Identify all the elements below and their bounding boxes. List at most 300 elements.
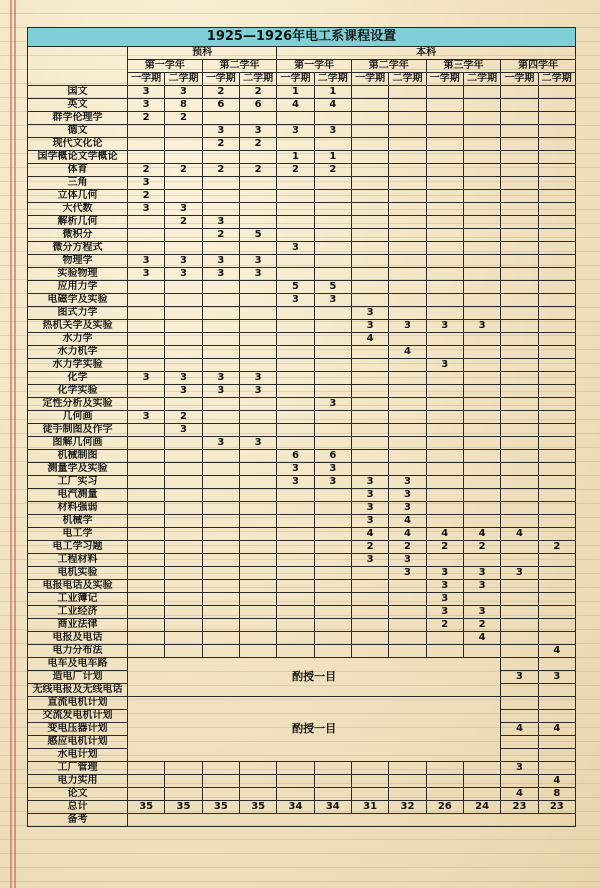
hours-cell [538,125,575,138]
course-name: 电机实验 [28,567,128,580]
hours-cell [128,788,165,801]
hours-cell [538,450,575,463]
hours-cell [314,541,351,554]
hours-cell: 3 [538,671,575,684]
hours-cell [463,86,500,99]
hours-cell [538,268,575,281]
hours-cell [277,632,314,645]
hours-cell: 3 [426,359,463,372]
hours-cell: 3 [128,268,165,281]
hours-cell [239,476,276,489]
hours-cell [463,645,500,658]
table-row [28,151,576,164]
hours-cell [463,554,500,567]
table-row [28,788,576,801]
hours-cell [351,762,388,775]
hours-cell [426,554,463,567]
hours-cell [501,736,538,749]
hours-cell [202,398,239,411]
hours-cell [277,515,314,528]
hours-cell [314,320,351,333]
hours-cell [351,788,388,801]
hours-cell: 2 [538,541,575,554]
hours-cell [239,151,276,164]
hours-cell [128,762,165,775]
hours-cell [128,528,165,541]
hours-cell [314,554,351,567]
hours-cell [314,528,351,541]
table-row [28,229,576,242]
hours-cell [426,424,463,437]
hours-cell [202,190,239,203]
hours-cell: 3 [351,554,388,567]
hours-cell [463,268,500,281]
hours-cell [463,593,500,606]
hours-cell [463,112,500,125]
hours-cell [501,710,538,723]
hours-cell: 3 [351,515,388,528]
hours-cell [277,177,314,190]
hours-cell: 3 [239,372,276,385]
hours-cell: 5 [277,281,314,294]
hours-cell [351,372,388,385]
course-name: 水力学 [28,333,128,346]
hours-cell [501,268,538,281]
hours-cell [463,281,500,294]
hours-cell [128,554,165,567]
hours-cell: 4 [389,515,426,528]
table-row [28,606,576,619]
table-row [28,476,576,489]
hours-cell [277,138,314,151]
hours-cell [202,541,239,554]
hours-cell: 3 [128,99,165,112]
hours-cell [538,632,575,645]
hours-cell: 26 [426,801,463,814]
hours-cell [314,385,351,398]
course-name: 电报及电话 [28,632,128,645]
hours-cell [165,242,202,255]
hours-cell: 3 [239,125,276,138]
hours-cell [202,411,239,424]
hours-cell [165,307,202,320]
hours-cell [239,775,276,788]
course-name: 电力分布法 [28,645,128,658]
hours-cell: 4 [538,645,575,658]
hours-cell [426,476,463,489]
hours-cell: 3 [239,268,276,281]
hours-cell: 3 [165,385,202,398]
hours-cell: 3 [426,567,463,580]
hours-cell [389,411,426,424]
hours-cell: 3 [351,489,388,502]
hours-cell [426,242,463,255]
hours-cell [314,242,351,255]
course-name: 国文 [28,86,128,99]
course-name: 论文 [28,788,128,801]
hours-cell: 3 [314,476,351,489]
hours-cell [128,307,165,320]
hours-cell [202,424,239,437]
hours-cell [389,255,426,268]
hours-cell [277,190,314,203]
hours-cell [389,281,426,294]
table-row [28,190,576,203]
table-row [28,255,576,268]
hours-cell [501,294,538,307]
hours-cell [389,463,426,476]
hours-cell [128,216,165,229]
hours-cell: 4 [501,528,538,541]
hours-cell [165,463,202,476]
hours-cell [202,294,239,307]
hours-cell: 31 [351,801,388,814]
hours-cell [239,294,276,307]
hours-cell [351,268,388,281]
hours-cell: 2 [128,164,165,177]
course-name: 微积分 [28,229,128,242]
hours-cell [202,489,239,502]
hours-cell [501,489,538,502]
hours-cell [128,645,165,658]
table-row [28,775,576,788]
hours-cell [426,268,463,281]
hours-cell [463,229,500,242]
group-header-benke: 本科 [277,47,576,60]
hours-cell [538,762,575,775]
hours-cell: 3 [314,398,351,411]
hours-cell [538,528,575,541]
hours-cell: 3 [165,203,202,216]
hours-cell [538,619,575,632]
hours-cell [165,437,202,450]
hours-cell [165,359,202,372]
elective-note: 酌授一目 [128,658,501,697]
hours-cell: 3 [277,476,314,489]
hours-cell [426,632,463,645]
hours-cell: 4 [463,528,500,541]
hours-cell [165,138,202,151]
hours-cell: 2 [165,112,202,125]
hours-cell [239,424,276,437]
hours-cell: 35 [202,801,239,814]
hours-cell [389,606,426,619]
course-name: 工程材料 [28,554,128,567]
hours-cell [389,333,426,346]
year-header: 第一学年 [128,60,203,73]
hours-cell [314,255,351,268]
hours-cell: 2 [463,619,500,632]
hours-cell [202,567,239,580]
hours-cell: 3 [277,125,314,138]
hours-cell: 4 [501,723,538,736]
hours-cell [277,216,314,229]
course-name: 交流发电机计划 [28,710,128,723]
hours-cell [389,775,426,788]
hours-cell [202,580,239,593]
hours-cell [239,463,276,476]
margin-line-left [10,0,12,888]
table-row [28,125,576,138]
hours-cell [426,307,463,320]
hours-cell [426,281,463,294]
hours-cell [202,177,239,190]
hours-cell: 2 [202,164,239,177]
table-row [28,372,576,385]
hours-cell [128,151,165,164]
table-row [28,346,576,359]
course-name: 化学实验 [28,385,128,398]
hours-cell [277,645,314,658]
hours-cell [501,177,538,190]
hours-cell: 2 [426,541,463,554]
hours-cell [463,190,500,203]
table-row [28,164,576,177]
hours-cell [314,502,351,515]
table-row [28,333,576,346]
hours-cell [389,359,426,372]
hours-cell [538,294,575,307]
hours-cell: 3 [351,476,388,489]
hours-cell: 3 [463,606,500,619]
hours-cell [351,411,388,424]
course-table [27,27,576,827]
hours-cell [501,138,538,151]
remarks-label: 备考 [28,814,128,827]
hours-cell [128,333,165,346]
hours-cell [277,268,314,281]
course-name: 电磁学及实验 [28,294,128,307]
hours-cell [351,450,388,463]
hours-cell [165,606,202,619]
hours-cell: 34 [314,801,351,814]
hours-cell [351,164,388,177]
table-row [28,216,576,229]
table-row [28,112,576,125]
hours-cell [538,138,575,151]
table-row [28,645,576,658]
hours-cell [463,346,500,359]
hours-cell [389,294,426,307]
hours-cell [389,164,426,177]
hours-cell [501,450,538,463]
hours-cell [165,554,202,567]
hours-cell [314,346,351,359]
table-body [28,86,576,827]
hours-cell [165,567,202,580]
hours-cell [314,788,351,801]
hours-cell [501,593,538,606]
hours-cell [538,99,575,112]
hours-cell: 1 [277,151,314,164]
hours-cell: 3 [165,424,202,437]
course-name: 图式力学 [28,307,128,320]
hours-cell [277,307,314,320]
hours-cell [463,359,500,372]
hours-cell [165,775,202,788]
hours-cell [165,190,202,203]
course-name: 机械制图 [28,450,128,463]
semester-header: 二学期 [165,73,202,86]
hours-cell [389,450,426,463]
hours-cell [277,424,314,437]
table-row [28,554,576,567]
hours-cell [277,255,314,268]
semester-header: 二学期 [538,73,575,86]
hours-cell [389,424,426,437]
hours-cell [426,203,463,216]
hours-cell [314,411,351,424]
hours-cell: 3 [202,255,239,268]
hours-cell: 4 [277,99,314,112]
hours-cell [389,125,426,138]
hours-cell: 6 [202,99,239,112]
hours-cell [314,515,351,528]
table-row [28,359,576,372]
course-name: 直流电机计划 [28,697,128,710]
hours-cell [351,151,388,164]
table-row [28,385,576,398]
hours-cell [165,619,202,632]
hours-cell [351,619,388,632]
hours-cell [463,177,500,190]
hours-cell [426,164,463,177]
hours-cell: 2 [128,190,165,203]
hours-cell [277,580,314,593]
table-row [28,541,576,554]
hours-cell [351,216,388,229]
hours-cell: 3 [202,385,239,398]
hours-cell [538,463,575,476]
semester-header: 一学期 [426,73,463,86]
hours-cell [128,450,165,463]
hours-cell [426,645,463,658]
hours-cell [128,138,165,151]
hours-cell [501,320,538,333]
hours-cell: 3 [463,320,500,333]
hours-cell: 2 [202,229,239,242]
course-name: 定性分析及实验 [28,398,128,411]
hours-cell [538,203,575,216]
table-row [28,450,576,463]
hours-cell [426,294,463,307]
course-name: 测量学及实验 [28,463,128,476]
hours-cell [538,333,575,346]
hours-cell [165,515,202,528]
hours-cell [501,749,538,762]
hours-cell [538,411,575,424]
hours-cell [277,554,314,567]
hours-cell [239,346,276,359]
hours-cell [277,567,314,580]
hours-cell: 3 [501,671,538,684]
hours-cell [202,788,239,801]
hours-cell: 3 [128,177,165,190]
course-name: 化学 [28,372,128,385]
table-row [28,437,576,450]
hours-cell [165,593,202,606]
hours-cell [389,268,426,281]
hours-cell [239,606,276,619]
hours-cell [202,320,239,333]
hours-cell [239,580,276,593]
hours-cell [426,411,463,424]
hours-cell [202,515,239,528]
hours-cell [128,424,165,437]
table-row [28,515,576,528]
hours-cell [501,346,538,359]
hours-cell: 23 [538,801,575,814]
hours-cell [277,775,314,788]
hours-cell [463,138,500,151]
hours-cell [463,502,500,515]
hours-cell [351,567,388,580]
hours-cell [202,632,239,645]
hours-cell [501,385,538,398]
hours-cell [538,177,575,190]
hours-cell [538,697,575,710]
semester-header: 一学期 [501,73,538,86]
hours-cell: 3 [165,372,202,385]
hours-cell [463,164,500,177]
hours-cell: 3 [128,86,165,99]
hours-cell [351,593,388,606]
hours-cell [128,242,165,255]
hours-cell [239,307,276,320]
table-row [28,177,576,190]
hours-cell [128,632,165,645]
course-name: 材料强弱 [28,502,128,515]
hours-cell [463,242,500,255]
hours-cell [538,424,575,437]
hours-cell [538,307,575,320]
hours-cell [538,86,575,99]
hours-cell [277,411,314,424]
hours-cell [501,554,538,567]
course-name: 水力机学 [28,346,128,359]
hours-cell [351,138,388,151]
hours-cell [351,255,388,268]
hours-cell [128,775,165,788]
hours-cell [202,307,239,320]
course-name: 解析几何 [28,216,128,229]
hours-cell: 3 [314,125,351,138]
hours-cell [389,86,426,99]
hours-cell [501,242,538,255]
hours-cell [314,593,351,606]
course-name: 电工学 [28,528,128,541]
course-name: 电汽测量 [28,489,128,502]
hours-cell [538,151,575,164]
hours-cell [314,372,351,385]
hours-cell [351,424,388,437]
hours-cell [165,281,202,294]
hours-cell [501,515,538,528]
hours-cell [501,398,538,411]
hours-cell [538,242,575,255]
hours-cell [426,372,463,385]
hours-cell [426,398,463,411]
hours-cell: 2 [239,86,276,99]
hours-cell: 2 [426,619,463,632]
hours-cell [277,346,314,359]
hours-cell [351,463,388,476]
hours-cell: 3 [501,567,538,580]
hours-cell [239,411,276,424]
hours-cell: 4 [389,528,426,541]
hours-cell [239,593,276,606]
table-row [28,814,576,827]
